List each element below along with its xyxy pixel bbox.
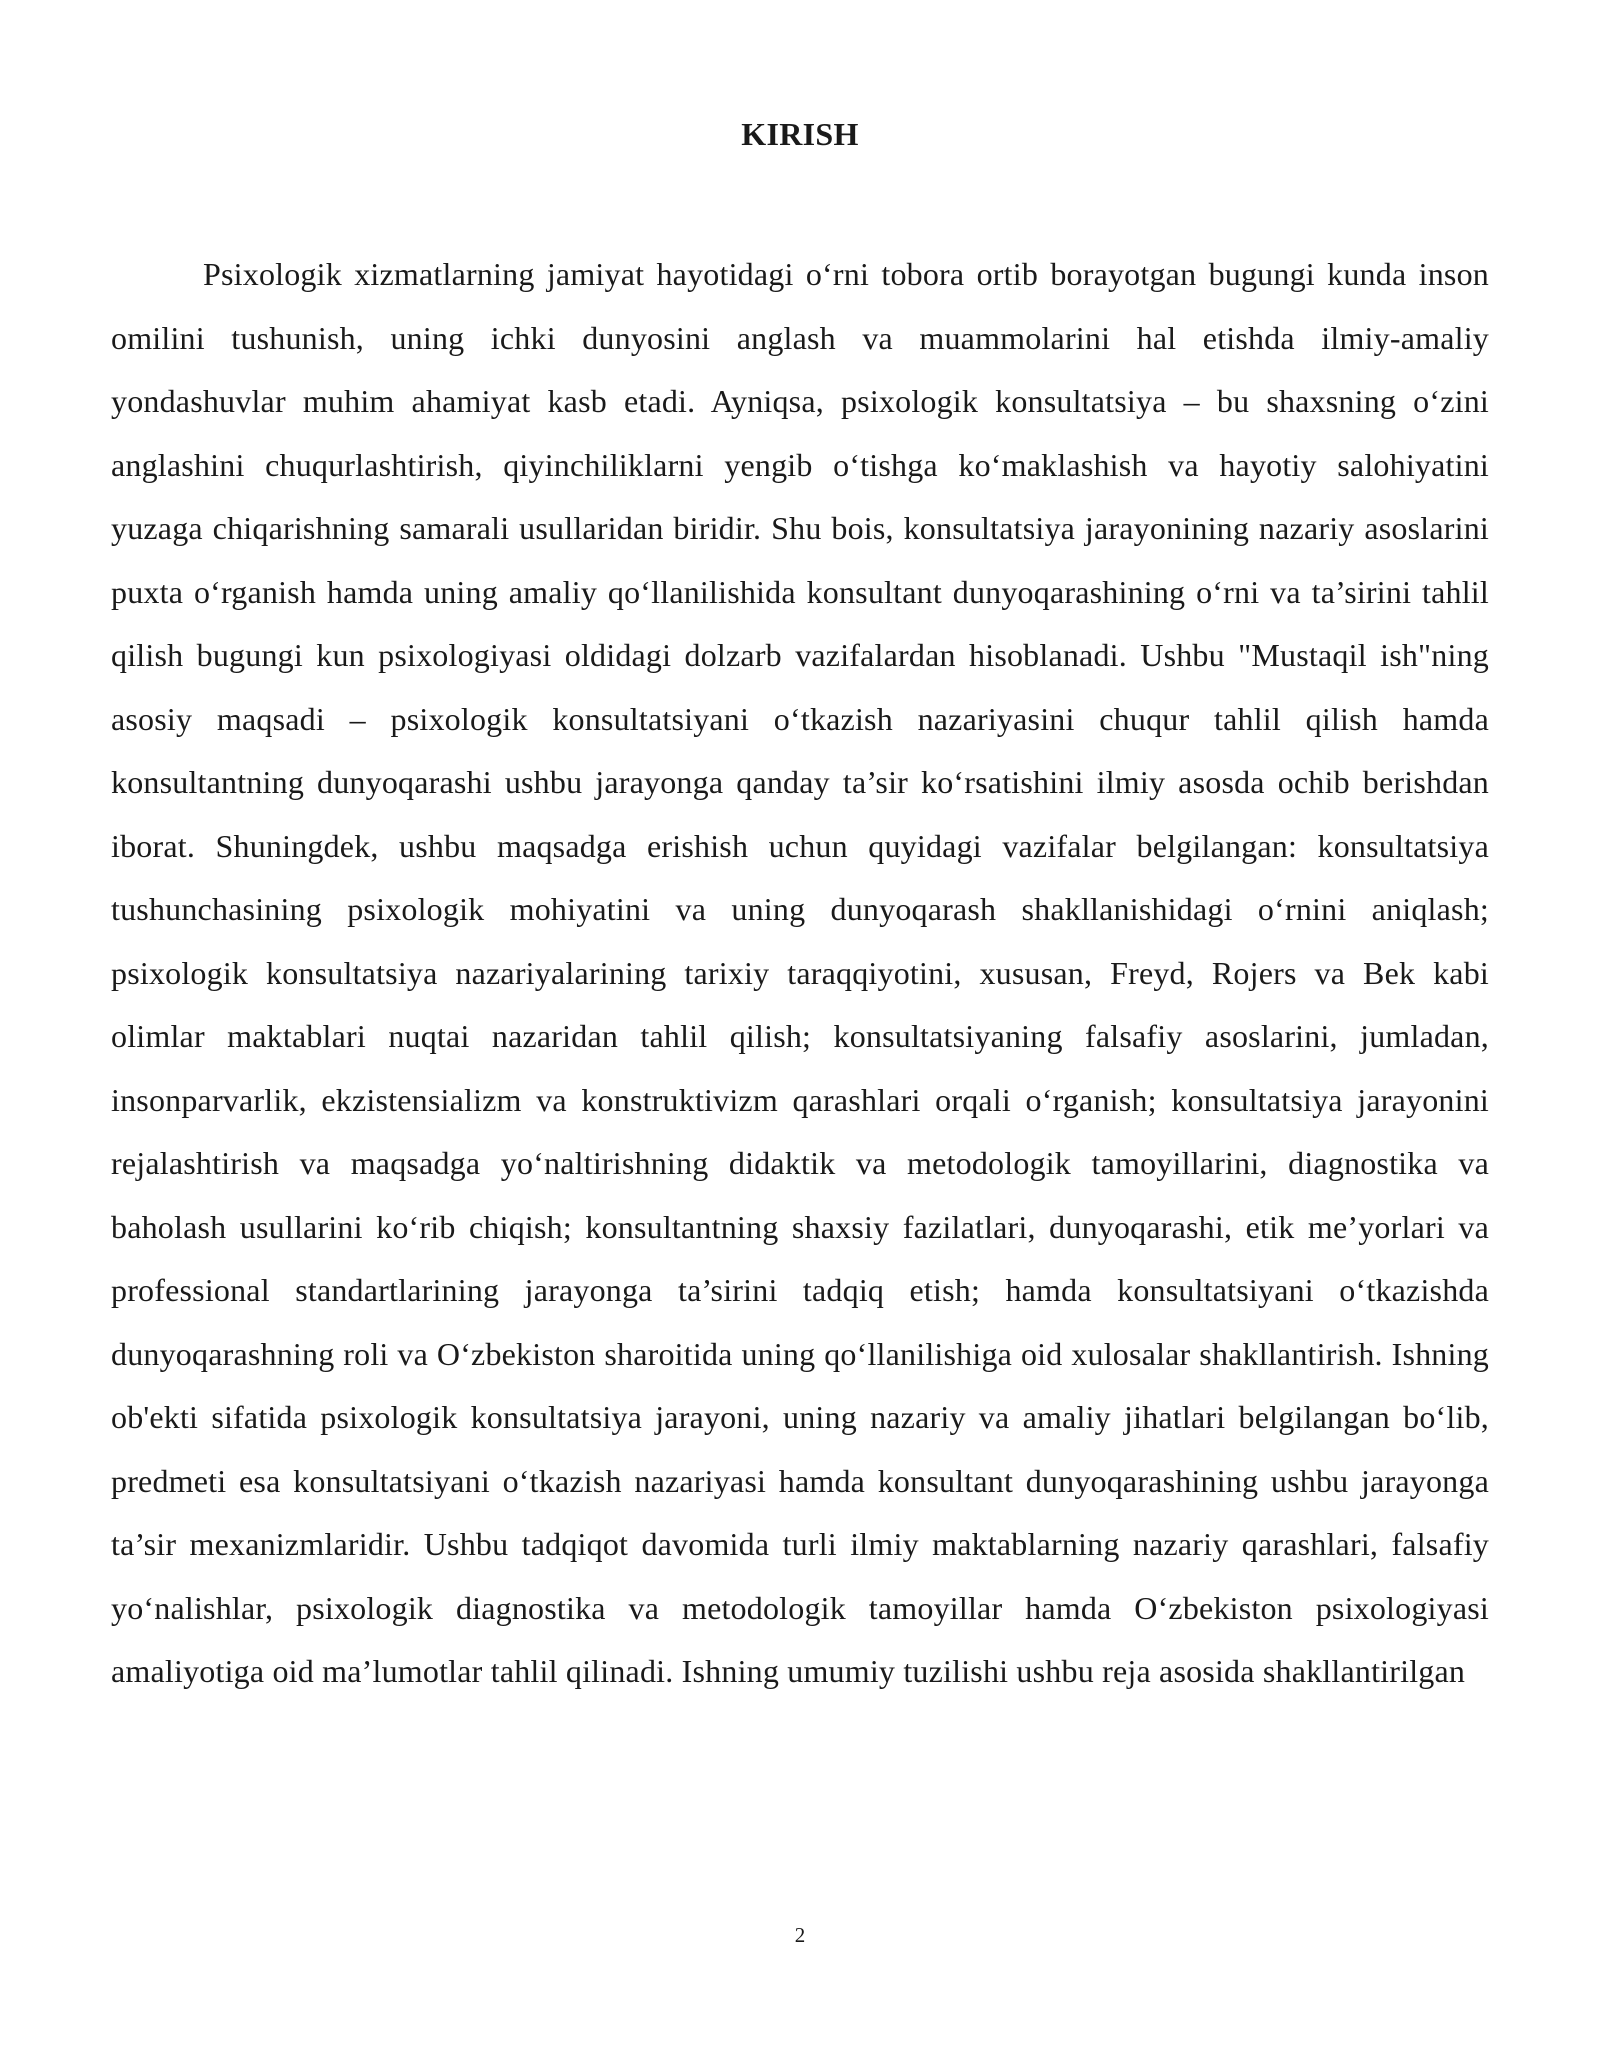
page-number: 2 xyxy=(794,1923,806,1947)
body-paragraph: Psixologik xizmatlarning jamiyat hayotidagi o‘rni tobora ortib borayotgan bugungi kunda inson omilini tushunish, uning ichki dunyosini anglash va muammolarini hal etishda ilmiy-amaliy yondashuvlar muhim ahamiyat kasb etadi. Ayniqsa, psixologik konsultatsiya – bu shaxsning o‘zini anglashini chuqurlashtirish, qiyinchiliklarni yengib o‘tishga ko‘maklashish va hayotiy salohiyatini yuzaga chiqarishning samarali usullaridan biridir. Shu bois, konsultatsiya jarayonining nazariy asoslarini puxta o‘rganish hamda uning amaliy qo‘llanilishida konsultant dunyoqarashining o‘rni va ta’sirini tahlil qilish bugungi kun psixologiyasi oldidagi dolzarb vazifalardan hisoblanadi. Ushbu "Mustaqil ish"ning asosiy maqsadi – psixologik konsultatsiyani o‘tkazish nazariyasini chuqur tahlil qilish hamda konsultantning dunyoqarashi ushbu jarayonga qanday ta’sir ko‘rsatishini ilmiy asosda ochib berishdan iborat. Shuningdek, ushbu maqsadga erishish uchun quyidagi vazifalar belgilangan: konsultatsiya tushunchasining psixologik mohiyatini va uning dunyoqarash shakllanishidagi o‘rnini aniqlash; psixologik konsultatsiya nazariyalarining tarixiy taraqqiyotini, xususan, Freyd, Rojers va Bek kabi olimlar maktablari nuqtai nazaridan tahlil qilish; konsultatsiyaning falsafiy asoslarini, jumladan, insonparvarlik, ekzistensializm va konstruktivizm qarashlari orqali o‘rganish; konsultatsiya jarayonini rejalashtirish va maqsadga yo‘naltirishning didaktik va metodologik tamoyillarini, diagnostika va baholash usullarini ko‘rib chiqish; konsultantning shaxsiy fazilatlari, dunyoqarashi, etik me’yorlari va professional standartlarining jarayonga ta’sirini tadqiq etish; hamda konsultatsiyani o‘tkazishda dunyoqarashning roli va O‘zbekiston sharoitida uning qo‘llanilishiga oid xulosalar shakllantirish. Ishning ob'ekti sifatida psixologik konsultatsiya jarayoni, uning nazariy va amaliy jihatlari belgilangan bo‘lib, predmeti esa konsultatsiyani o‘tkazish nazariyasi hamda konsultant dunyoqarashining ushbu jarayonga ta’sir mexanizmlaridir. Ushbu tadqiqot davomida turli ilmiy maktablarning nazariy qarashlari, falsafiy yo‘nalishlar, psixologik diagnostika va metodologik tamoyillar hamda O‘zbekiston psixologiyasi amaliyotiga oid ma’lumotlar tahlil qilinadi. Ishning umumiy tuzilishi ushbu reja asosida shakllantirilgan xyxy=(111,256,1489,1689)
page-title: KIRISH xyxy=(741,116,859,152)
